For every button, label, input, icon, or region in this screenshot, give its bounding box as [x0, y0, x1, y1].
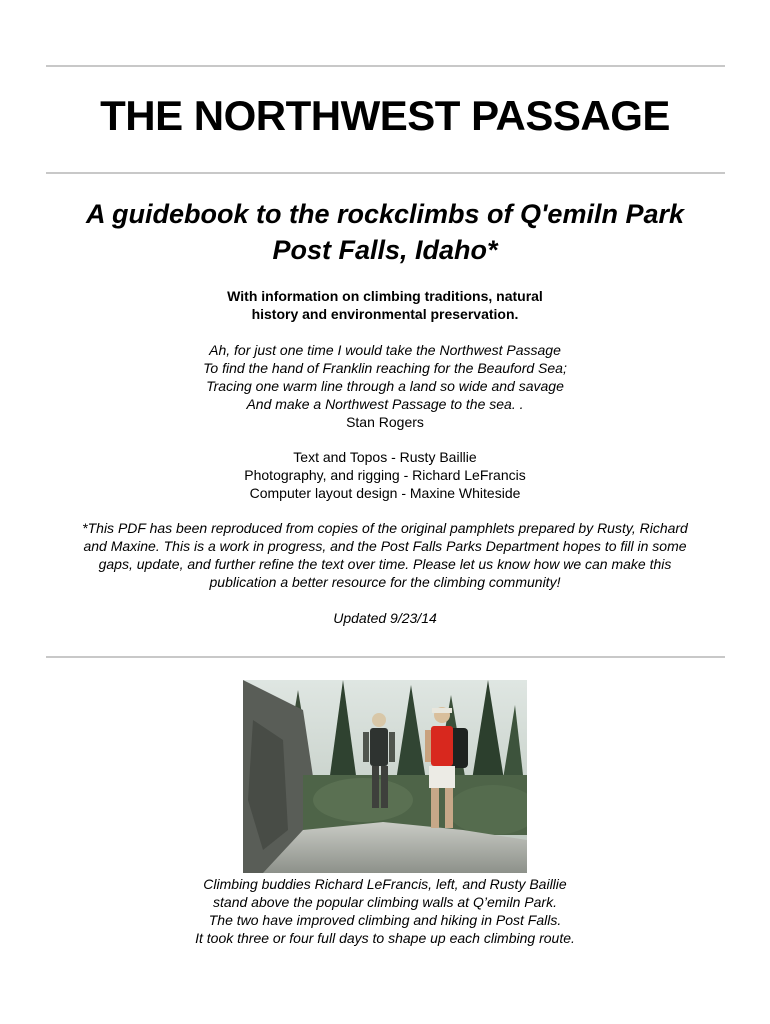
subtitle-line-1: A guidebook to the rockclimbs of Q'emiln Park: [85, 199, 685, 229]
page-title: THE NORTHWEST PASSAGE: [100, 92, 670, 139]
subtitle: [0, 196, 770, 268]
note-line: and Maxine. This is a work in progress, and the Post Falls Parks Department hopes to fill in some: [83, 538, 687, 554]
note-line: *This PDF has been reproduced from copies of the original pamphlets prepared by Rusty, Richard: [82, 520, 688, 536]
quote-line: To find the hand of Franklin reaching for the Beauford Sea;: [203, 360, 567, 376]
credit-line: Computer layout design - Maxine Whiteside: [249, 485, 521, 501]
quote-author: Stan Rogers: [346, 414, 424, 430]
caption-line: The two have improved climbing and hiking in Post Falls.: [208, 912, 562, 928]
song-quote: [0, 341, 770, 431]
climbers-photo-illustration: [243, 680, 527, 873]
note-line: gaps, update, and further refine the text over time. Please let us know how we can make this: [98, 556, 672, 572]
intro-line-1: With information on climbing traditions, natural: [227, 288, 543, 304]
credit-line: Photography, and rigging - Richard LeFrancis: [244, 467, 526, 483]
photo-caption: [0, 875, 770, 947]
pdf-note: [40, 519, 730, 591]
intro-line-2: history and environmental preservation.: [251, 306, 519, 322]
caption-line: stand above the popular climbing walls at Q’emiln Park.: [213, 894, 557, 910]
photo-divider: [46, 656, 725, 658]
credit-line: Text and Topos - Rusty Baillie: [293, 449, 477, 465]
caption-line: It took three or four full days to shape up each climbing route.: [195, 930, 575, 946]
climbers-photo: [243, 680, 527, 873]
updated-date: Updated 9/23/14: [333, 610, 437, 626]
credits: [0, 448, 770, 502]
note-line: publication a better resource for the climbing community!: [209, 574, 561, 590]
quote-line: Ah, for just one time I would take the Northwest Passage: [209, 342, 561, 358]
top-divider: [46, 65, 725, 67]
quote-line: And make a Northwest Passage to the sea. .: [246, 396, 524, 412]
title-divider: [46, 172, 725, 174]
intro-text: [0, 287, 770, 323]
subtitle-line-2: Post Falls, Idaho*: [272, 235, 498, 265]
caption-line: Climbing buddies Richard LeFrancis, left, and Rusty Baillie: [203, 876, 567, 892]
quote-line: Tracing one warm line through a land so wide and savage: [206, 378, 564, 394]
